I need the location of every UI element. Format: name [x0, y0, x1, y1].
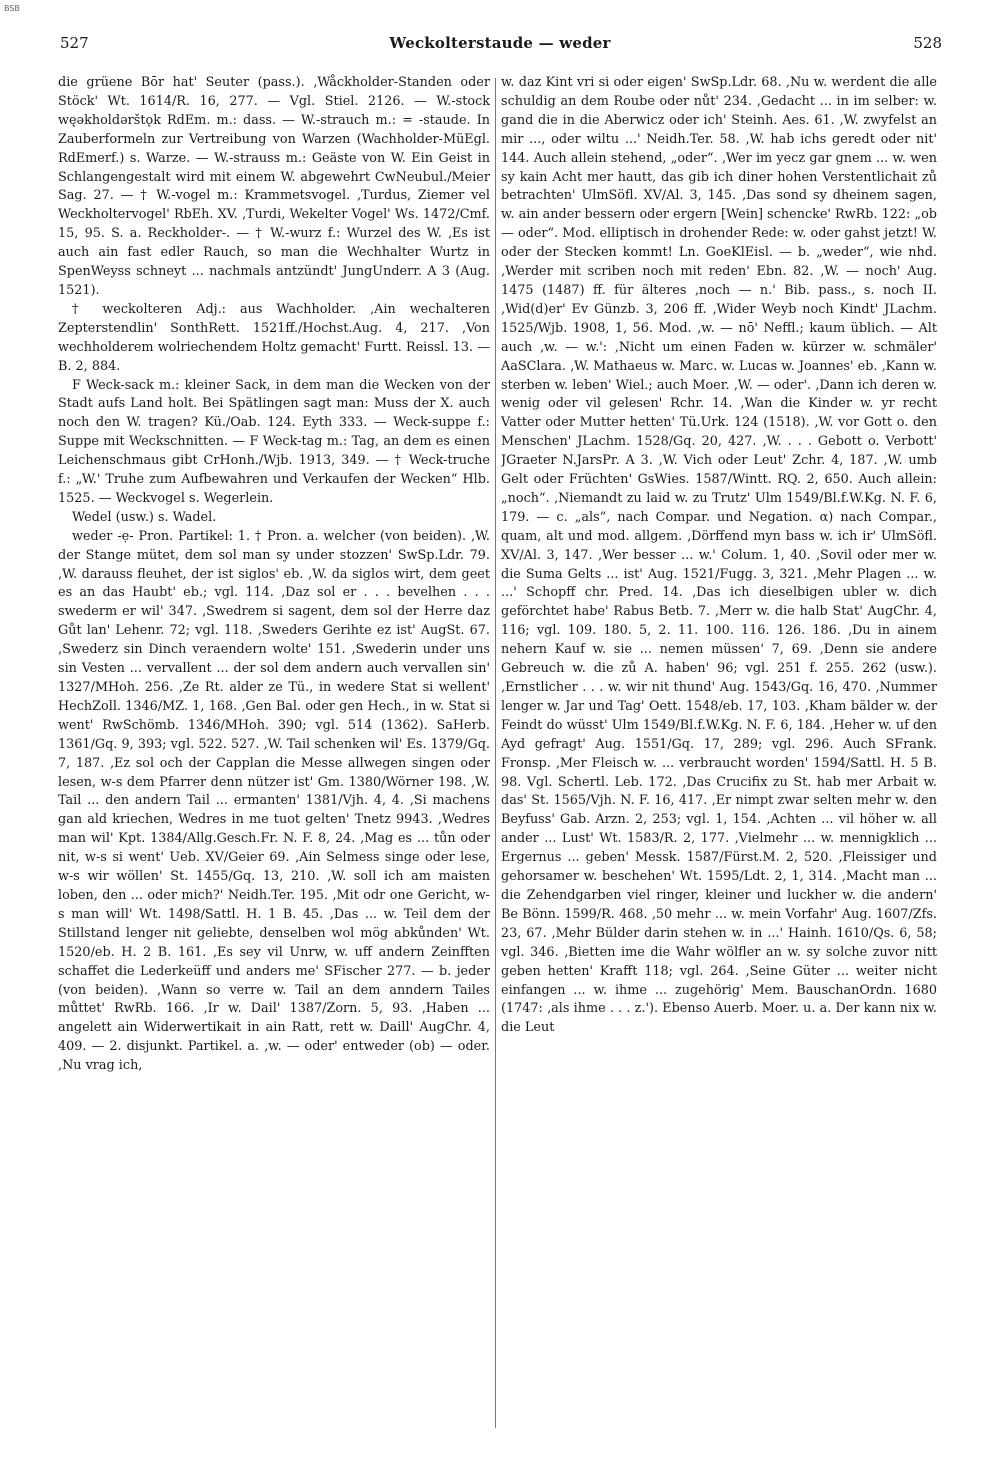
library-mark: BSB: [4, 4, 20, 13]
entry-weder-continued: w. daz Kint vri si oder eigen' SwSp.Ldr. 68. ‚Nu w. werdent die alle schuldig an dem Roube oder nůt' 234. ‚Gedacht ... in im selber: w. gand die in die Aberwicz oder ich' Steinh. Aes. 61. ‚W. zwyfelst an mir ..., oder wiltu ...' Neidh.Ter. 58. ‚W. hab ichs geredt oder nit' 144. Auch allein stehend, „oder“. ‚Wer im yecz gar gnem ... w. wen sy kain Acht mer hautt, das gib ich diner hohen Verstentlichait zů betrachten' UlmSöfl. XV/Al. 3, 145. ‚Das sond sy dheinem sagen, w. ain ander bessern oder ergern [Wein] schencke' RwRb. 122: „ob — oder“. Mod. elliptisch in drohender Rede: w. oder gahst jetzt! W. oder der Stecken kommt! Ln. GoeKlEisl. — b. „weder“, wie nhd. ‚Werder mit scriben noch mit reden' Ebn. 82. ‚W. — noch' Aug. 1475 (1487) ff. für älteres ‚noch — n.' Bib. pass., s. noch II. ‚Wid(d)er' Ev Günzb. 3, 206 ff. ‚Wider Weyb noch Kindt' JLachm. 1525/Wjb. 1908, 1, 56. Mod. ‚w. — nō' Neffl.; kaum üblich. — Alt auch ‚w. — w.': ‚Nicht um einen Faden w. kürzer w. schmäler' AaSClara. ‚W. Mathaeus w. Marc. w. Lucas w. Joannes' eb. ‚Kann w. sterben w. leben' Wiel.; auch Moer. ‚W. — oder'. ‚Dann ich deren w. wenig oder vil gelesen' Rchr. 14. ‚Wan die Kinder w. yr recht Vatter oder Mutter hetten' Tü.Urk. 124 (1518). ‚W. vor Gott o. den Menschen' JLachm. 1528/Gq. 20, 427. ‚W. . . . Gebott o. Verbott' JGraeter N.JarsPr. A 3. ‚W. Vich oder Leut' Zchr. 4, 187. ‚W. umb Gelt oder Früchten' GsWies. 1587/Wintt. RQ. 2, 650. Auch allein: „noch“. ‚Niemandt zu laid w. zu Trutz' Ulm 1549/Bl.f.W.Kg. N. F. 6, 179. — c. „als“, nach Compar. und Negation. α) nach Compar., quam, alt und mod. allgem. ‚Dörffend myn bass w. ich ir' UlmSöfl. XV/Al. 3, 147. ‚Wer besser ... w.' Colum. 1, 40. ‚Sovil oder mer w. die Suma Gelts ... ist' Aug. 1521/Fugg. 3, 321. ‚Mehr Plagen ... w. ...' Schopff chr. Pred. 14. ‚Das ich dieselbigen ubler w. dich geförchtet habe' Rabus Betb. 7. ‚Merr w. die halb Stat' AugChr. 4, 116; vgl. 109. 180. 5, 2. 11. 100. 116. 126. 186. ‚Du in ainem nehern Kauf w. sie ... nemen müssen' 7, 69. ‚Denn sie andere Gebreuch w. die zů A. haben' 96; vgl. 251 f. 255. 262 (usw.). ‚Ernstlicher . . . w. wir nit thund' Aug. 1543/Gq. 16, 470. ‚Nummer lenger w. Jar und Tag' Oett. 1548/eb. 17, 103. ‚Kham bälder w. der Feindt do wüsst' Ulm 1549/Bl.f.W.Kg. N. F. 6, 184. ‚Heher w. uf den Ayd gefragt' Aug. 1551/Gq. 17, 289; vgl. 296. Auch SFrank. Fronsp. ‚Mer Fleisch w. ... verbraucht worden' 1594/Sattl. H. 5 B. 98. Vgl. Schertl. Leb. 172. ‚Das Crucifix zu St. hab mer Arbait w. das' St. 1565/Vjh. N. F. 16, 417. ‚Er nimpt zwar selten mehr w. den Beyfuss' Gab. Arzn. 2, 253; vgl. 1, 154. ‚Achten ... vil höher w. all ander ... Lust' Wt. 1583/R. 2, 177. ‚Vielmehr ... w. mennigklich ... Ergernus ... geben' Messk. 1587/Fürst.M. 2, 520. ‚Fleissiger und gehorsamer w. beschehen' Wt. 1595/Ldt. 2, 1, 314. ‚Macht man ... die Zehendgarben viel ringer, kleiner und luckher w. die andern' Be Bönn. 1599/R. 468. ‚50 mehr ... w. mein Vorfahr' Aug. 1607/Zfs. 23, 67. ‚Mehr Bülder darin stehen w. in ...' Hainh. 1610/Qs. 6, 58; vgl. 346. ‚Bietten ime die Wahr wölfler an w. sy solche zuvor nitt geben hetten' Krafft 118; vgl. 264. ‚Seine Güter ... weiter nicht einfangen ... w. ihme ... zugehörig' Mem. BauschanOrdn. 1680 (1747: ‚als ihme . . . z.'). Ebenso Auerb. Moer. u. a. Der kann nix w. die Leut: [501, 75, 937, 1036]
left-column: [58, 74, 490, 1436]
entry-weckolter-compounds: die grüene Bōr hat' Seuter (pass.). ‚Wåckholder-Standen oder Stöck' Wt. 1614/R. 16, 277. — Vgl. Stiel. 2126. — W.-stock węəkholdərštǫk RdEm. m.: dass. — W.-strauch m.: = -staude. In Zauberformeln zur Vertreibung von Warzen (Wachholder-MüEgl. RdEmerf.) s. Warze. — W.-strauss m.: Geäste von W. Ein Geist in Schlangengestalt wird mit einem W. abgewehrt CwNeubul./Meier Sag. 27. — † W.-vogel m.: Krammetsvogel. ‚Turdus, Ziemer vel Weckholtervogel' RbEh. XV. ‚Turdi, Wekelter Vogel' Ws. 1472/Cmf. 15, 95. S. a. Reckholder-. — † W.-wurz f.: Wurzel des W. ‚Es ist auch ain fast edler Rauch, so man die Wechhalter Wurtz in SpenWeyss schneyt ... nachmals antzündt' JungUnderr. A 3 (Aug. 1521).: [58, 75, 490, 298]
running-title: Weckolterstaude — weder: [389, 34, 611, 52]
page-number-right: 528: [913, 34, 942, 52]
entry-wedel: Wedel (usw.) s. Wadel.: [72, 509, 217, 525]
entry-weck-sack: F Weck-sack m.: kleiner Sack, in dem man die Wecken von der Stadt aufs Land holt. Bei Spätlingen sagt man: Muss der X. auch noch den W. tragen? Kü./Oab. 124. Eyth 333. — Weck-suppe f.: Suppe mit Weckschnitten. — F Weck-tag m.: Tag, an dem es einen Leichenschmaus gibt CrHonh./Wjb. 1913, 349. — † Weck-truche f.: „W.' Truhe zum Aufbewahren und Verkaufen der Wecken“ Hlb. 1525. — Weckvogel s. Wegerlein.: [58, 377, 490, 506]
right-column: [501, 74, 937, 1436]
column-divider: [495, 78, 496, 1428]
entry-weckolteren: † weckolteren Adj.: aus Wachholder. ‚Ain wechalteren Zepterstendlin' SonthRett. 1521ff./Hochst.Aug. 4, 217. ‚Von wechholderem wolriechendem Holtz gemacht' Furtt. Reissl. 13. — B. 2, 884.: [58, 301, 490, 374]
entry-weder: weder -ẹ- Pron. Partikel: 1. † Pron. a. welcher (von beiden). ‚W. der Stange mütet, dem sol man sy under stozzen' SwSp.Ldr. 79. ‚W. darauss fleuhet, der ist siglos' eb. ‚W. da siglos wirt, dem geet es an das Haubt' eb.; vgl. 114. ‚Daz sol er . . . bevelhen . . . swederm er wil' 347. ‚Swedrem si sagent, dem sol der Herre daz Gůt lan' Lehenr. 72; vgl. 118. ‚Sweders Gerihte ez ist' AugSt. 67. ‚Swederz sin Dinch veraendern wolte' 151. ‚Swederin under uns sin Vesten ... vervallent ... der sol dem andern auch vervallen sin' 1327/MHoh. 256. ‚Ze Rt. alder ze Tü., in wedere Stat si wellent' HechZoll. 1346/MZ. 1, 168. ‚Gen Bal. oder gen Hech., in w. Stat si went' RwSchömb. 1346/MHoh. 390; vgl. 514 (1362). SaHerb. 1361/Gq. 9, 393; vgl. 522. 527. ‚W. Tail schenken wil' Es. 1379/Gq. 7, 187. ‚Ez sol och der Capplan die Messe allwegen singen oder lesen, w-s dem Pfarrer denn nützer ist' Gm. 1380/Wörner 198. ‚W. Tail ... den andern Tail ... ermanten' 1381/Vjh. 4, 4. ‚Si machens gan ald kriechen, Wedres in me tuot gelten' Tnetz 9943. ‚Wedres man wil' Kpt. 1384/Allg.Gesch.Fr. N. F. 8, 24. ‚Mag es ... tůn oder nit, w-s si went' Ueb. XV/Geier 69. ‚Ain Selmess singe oder lese, w-s wir wöllen' St. 1455/Gq. 13, 210. ‚W. soll ich am maisten loben, den ... oder mich?' Neidh.Ter. 195. ‚Mit odr one Gericht, w-s man will' Wt. 1498/Sattl. H. 1 B. 45. ‚Das ... w. Teil dem der Stillstand lenger nit geliebte, denselben wol mög abkůnden' Wt. 1520/eb. H. 2 B. 161. ‚Es sey vil Unrw, w. uff andern Zeinfften schaffet die Lederkeüff und anders me' SFischer 277. — b. jeder (von beiden). ‚Wann so verre w. Tail an dem anndern Tailes můttet' RwRb. 166. ‚Ir w. Dail' 1387/Zorn. 5, 93. ‚Haben ... angelett ain Widerwertikait in ain Ratt, rett w. Daill' AugChr. 4, 409. — 2. disjunkt. Partikel. a. ‚w. — oder' entweder (ob) — oder. ‚Nu vrag ich,: [58, 528, 490, 1074]
page-header: [58, 34, 942, 58]
page-number-left: 527: [60, 34, 89, 52]
